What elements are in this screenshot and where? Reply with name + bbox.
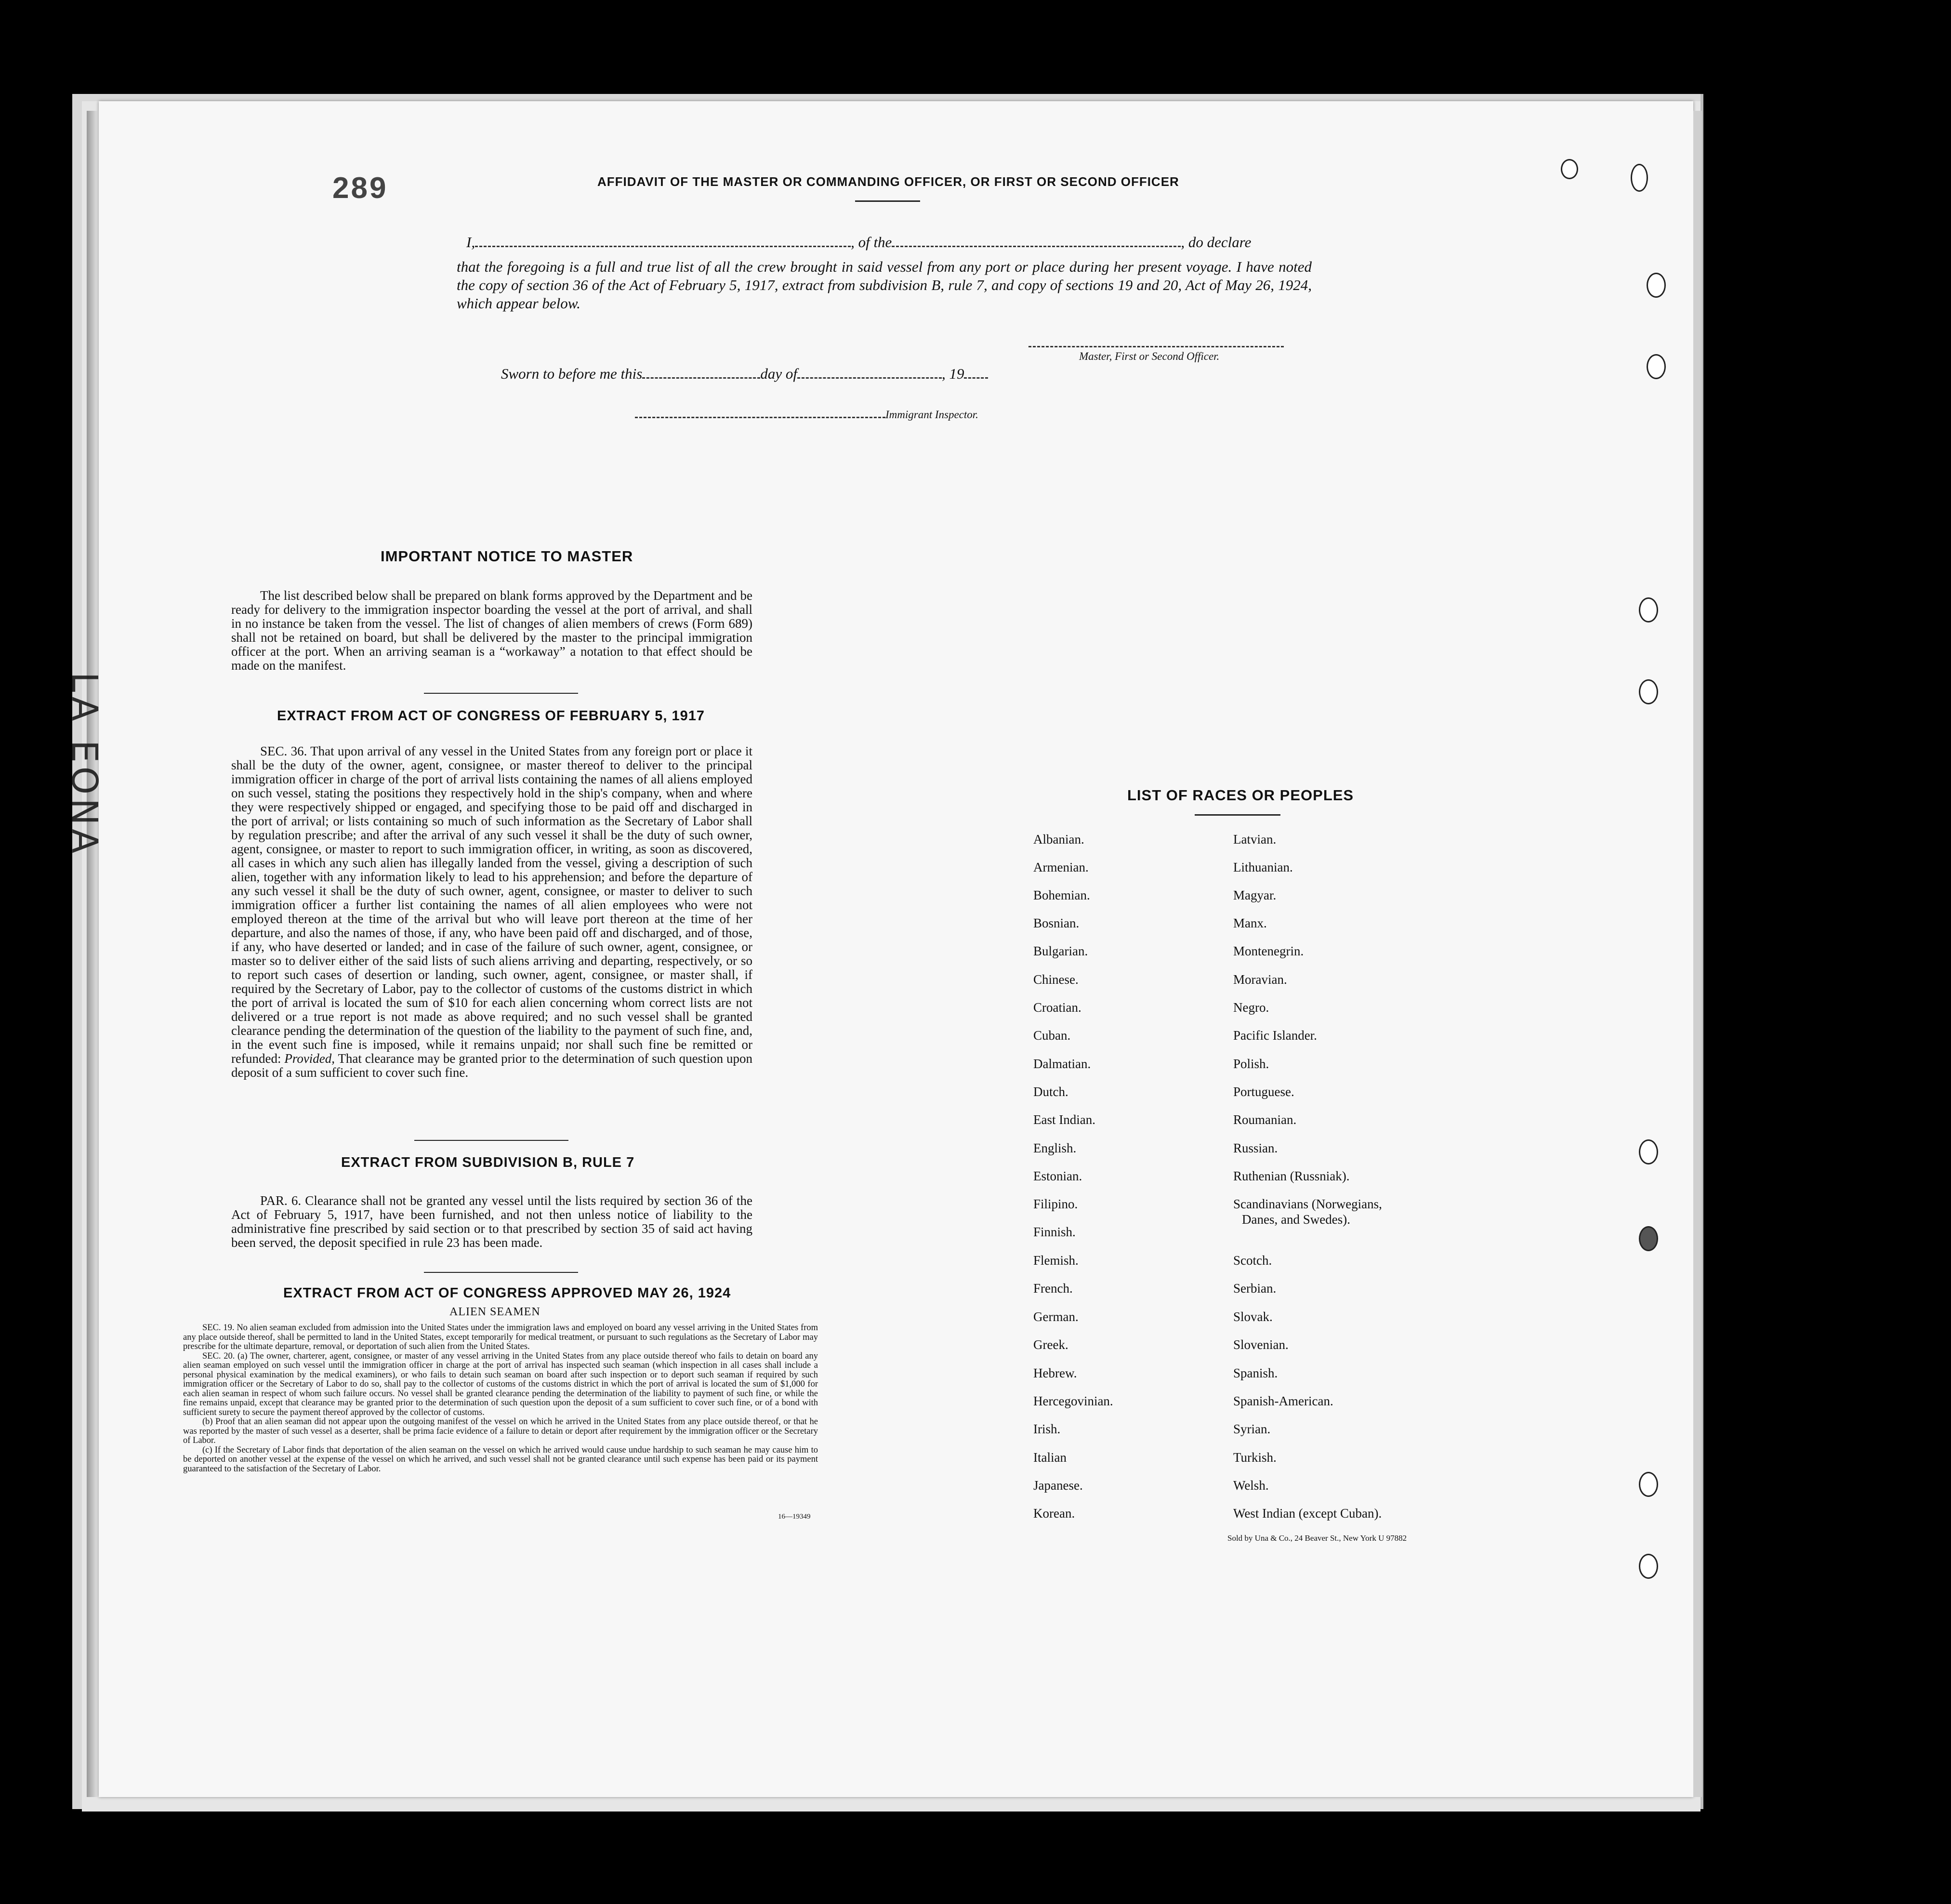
section-19: SEC. 19. No alien seaman excluded from admission into the United States under the immigration laws and employed on board any vessel arriving in the United States from any place outside thereof, shall be permitted to land in the United States, except temporarily for medical treatment, or pursuant to such regulations as the Secretary of Labor may prescribe for the ultimate departure, removal, or deportation of such alien from the United States. <box>183 1323 818 1351</box>
printer-imprint: Sold by Una & Co., 24 Beaver St., New York U 97882 <box>1227 1534 1407 1543</box>
section-20-c: (c) If the Secretary of Labor finds that deportation of the alien seaman on the vessel on which he arrived would cause undue hardship to such seaman he may cause him to be deported on another vessel at the expense of the vessel on which he arrived, and such vessel shall not be granted clearance until such expense has been paid or its payment guaranteed to the satisfaction of the Secretary of Labor. <box>183 1445 818 1474</box>
paragraph-6: PAR. 6. Clearance shall not be granted any vessel until the lists required by section 36 of the Act of February 5, 1917, have been furnished, and not then unless notice of liability to the administrative fine prescribed by said section or to that prescribed by section 35 of said act having been served, the deposit specified in rule 23 has been made. <box>231 1193 752 1250</box>
master-signature-line[interactable] <box>1028 346 1284 347</box>
binder-hole <box>1647 273 1666 298</box>
race-item: Greek. <box>1033 1337 1068 1352</box>
race-item: Pacific Islander. <box>1233 1028 1317 1043</box>
stamped-serial-number: 289 <box>332 172 388 205</box>
page-right-edge <box>1693 111 1702 1797</box>
race-item: West Indian (except Cuban). <box>1233 1506 1382 1521</box>
race-item: Slovenian. <box>1233 1337 1289 1352</box>
binder-hole <box>1639 1139 1658 1164</box>
race-item: Lithuanian. <box>1233 860 1293 874</box>
race-item: Scandinavians (Norwegians, <box>1233 1197 1382 1211</box>
extract-1917-body <box>231 744 752 1080</box>
declaration-do-declare: , do declare <box>1181 234 1252 251</box>
race-item: Spanish. <box>1233 1366 1278 1380</box>
provided-word: Provided, <box>284 1051 335 1066</box>
margin-handwriting: LA EONA <box>64 672 105 858</box>
race-item: Dutch. <box>1033 1084 1068 1099</box>
binder-hole <box>1639 1472 1658 1497</box>
extract-1924-body <box>183 1323 818 1474</box>
binder-hole <box>1639 1554 1658 1579</box>
declaration-i: I, <box>466 234 475 251</box>
section-divider <box>424 1272 578 1273</box>
binder-hole <box>1639 1226 1658 1251</box>
section-20-a: SEC. 20. (a) The owner, charterer, agent, consignee, or master of any vessel arriving in the United States from any place outside thereof who fails to detain on board any alien seaman employed on such vessel until the immigration officer in charge at the port of arrival has inspected such seaman (which inspection in all cases shall include a personal physical examination by the medical examiners), or who fails to detain such seaman on board after such inspection or to deport such seaman if required by such immigration officer or the Secretary of Labor to do so, shall pay to the collector of customs of the customs district in which the port of arrival is located the sum of $1,000 for each alien seaman in respect of whom such failure occurs. No vessel shall be granted clearance pending the determination of the liability to payment of such fine, or while the fine remains unpaid, except that clearance may be granted prior to the determination of such question upon the deposit of a sum sufficient to cover such fine, or of a bond with sufficient surety to secure the payment thereof approved by the collector of customs. <box>183 1351 818 1417</box>
notice-paragraph: The list described below shall be prepared on blank forms approved by the Department and be ready for delivery to the immigration inspector boarding the vessel at the port of arrival, and shall in no instance be taken from the vessel. The list of changes of alien members of crews (Form 689) shall not be retained on board, but shall be delivered by the master to the principal immigration officer at the port. When an arriving seaman is a “workaway” a notation to that effect should be made on the manifest. <box>231 588 752 673</box>
extract-rule-7-title: EXTRACT FROM SUBDIVISION B, RULE 7 <box>341 1155 635 1170</box>
notice-title: IMPORTANT NOTICE TO MASTER <box>381 548 633 565</box>
race-item: Syrian. <box>1233 1422 1271 1436</box>
race-item: Magyar. <box>1233 888 1277 902</box>
race-item: Spanish-American. <box>1233 1394 1333 1408</box>
section-20-b: (b) Proof that an alien seaman did not appear upon the outgoing manifest of the vessel on which he arrived in the United States from any place outside thereof, or that he was reported by the master of such vessel as a deserter, shall be prima facie evidence of a failure to detain or deport after requirement by the immigration officer or the Secretary of Labor. <box>183 1417 818 1445</box>
race-item: Chinese. <box>1033 972 1079 987</box>
race-item: Polish. <box>1233 1057 1269 1071</box>
section-36-closing: That clearance may be granted prior to the determination of such question upon deposit of a sum sufficient to cover such fine. <box>231 1051 753 1080</box>
race-item: Irish. <box>1033 1422 1061 1436</box>
sworn-text: Sworn to before me this <box>501 365 643 382</box>
binder-hole <box>1639 679 1658 704</box>
race-item: Negro. <box>1233 1000 1269 1015</box>
sworn-day-blank[interactable] <box>642 373 760 379</box>
race-item: Latvian. <box>1233 832 1277 846</box>
race-item: East Indian. <box>1033 1112 1095 1127</box>
affidavit-title-rule <box>855 200 920 202</box>
race-item: Manx. <box>1233 916 1267 930</box>
race-item: Slovak. <box>1233 1309 1273 1324</box>
race-item: Estonian. <box>1033 1169 1082 1183</box>
binder-hole <box>1639 597 1658 622</box>
race-item: Bulgarian. <box>1033 944 1088 958</box>
section-36-paragraph <box>231 744 752 1080</box>
vessel-blank[interactable] <box>892 242 1181 247</box>
sworn-year-prefix: , 19 <box>941 365 964 382</box>
race-item: Armenian. <box>1033 860 1089 874</box>
form-number: 16—19349 <box>778 1513 811 1521</box>
declaration-line <box>466 234 1251 251</box>
extract-1917-title: EXTRACT FROM ACT OF CONGRESS OF FEBRUARY 5, 1917 <box>277 708 705 724</box>
race-item: Russian. <box>1233 1141 1278 1155</box>
races-title: LIST OF RACES OR PEOPLES <box>1127 787 1354 804</box>
race-item: Hercegovinian. <box>1033 1394 1113 1408</box>
sworn-year-blank[interactable] <box>964 373 988 379</box>
race-item: Croatian. <box>1033 1000 1081 1015</box>
race-item: Montenegrin. <box>1233 944 1304 958</box>
master-signature-caption: Master, First or Second Officer. <box>1079 350 1220 362</box>
alien-seamen-subtitle: ALIEN SEAMEN <box>449 1306 540 1318</box>
race-item: Cuban. <box>1033 1028 1071 1043</box>
race-item: French. <box>1033 1281 1073 1296</box>
race-item: Bosnian. <box>1033 916 1080 930</box>
race-item: Hebrew. <box>1033 1366 1077 1380</box>
race-item: Japanese. <box>1033 1478 1083 1493</box>
race-item: Turkish. <box>1233 1450 1277 1465</box>
race-item: Scotch. <box>1233 1253 1272 1268</box>
race-item: Korean. <box>1033 1506 1075 1521</box>
race-item: Moravian. <box>1233 972 1287 987</box>
race-item: Portuguese. <box>1233 1084 1294 1099</box>
race-item: Welsh. <box>1233 1478 1269 1493</box>
sworn-day-of: day of <box>760 365 797 382</box>
race-item: German. <box>1033 1309 1079 1324</box>
extract-1924-title: EXTRACT FROM ACT OF CONGRESS APPROVED MAY 26, 1924 <box>283 1285 731 1301</box>
binder-hole <box>1647 354 1666 379</box>
section-divider <box>414 1140 568 1141</box>
section-divider <box>424 693 578 694</box>
binder-hole <box>1561 159 1578 179</box>
races-title-rule <box>1195 814 1280 816</box>
binder-hole <box>1631 164 1648 192</box>
race-item: Filipino. <box>1033 1197 1078 1211</box>
declaration-body: that the foregoing is a full and true list of all the crew brought in said vessel from any port or place during her present voyage. I have noted the copy of section 36 of the Act of February 5, 1917, extract from subdivision B, rule 7, and copy of sections 19 and 20, Act of May 26, 1924, which appear below. <box>457 258 1312 312</box>
race-item: Bohemian. <box>1033 888 1090 902</box>
sworn-month-blank[interactable] <box>797 373 942 379</box>
name-blank[interactable] <box>475 242 851 247</box>
declaration-of-the: , of the <box>851 234 892 251</box>
affidavit-title: AFFIDAVIT OF THE MASTER OR COMMANDING OFFICER, OR FIRST OR SECOND OFFICER <box>597 174 1179 189</box>
race-item: Roumanian. <box>1233 1112 1297 1127</box>
race-item: Serbian. <box>1233 1281 1277 1296</box>
race-item: Dalmatian. <box>1033 1057 1091 1071</box>
race-item: English. <box>1033 1141 1077 1155</box>
inspector-signature-line[interactable] <box>635 417 885 418</box>
race-item: Albanian. <box>1033 832 1084 846</box>
race-item: Finnish. <box>1033 1225 1076 1239</box>
inspector-caption: Immigrant Inspector. <box>885 409 978 421</box>
sworn-line <box>501 365 988 383</box>
race-item: Ruthenian (Russniak). <box>1233 1169 1350 1183</box>
section-36-text: SEC. 36. That upon arrival of any vessel in the United States from any foreign port or place it shall be the duty of the owner, agent, consignee, or master thereof to deliver to the principal immigration officer in charge of the port of arrival lists containing the names of all aliens employed on such vessel, stating the positions they respectively hold in the ship's company, when and where they were respectively shipped or engaged, and specifying those to be paid off and discharged in the port of arrival; or lists containing so much of such information as the Secretary of Labor shall by regulation prescribe; and after the arrival of any such vessel it shall be the duty of such owner, agent, consignee, or master to report to such immigration officer, in writing, as soon as discovered, all cases in which any such alien has illegally landed from the vessel, giving a description of such alien, together with any information likely to lead to his apprehension; and before the departure of any such vessel it shall be the duty of such owner, agent, consignee, or master to deliver to such immigration officer a further list containing the names of all alien employees who were not employed thereon at the time of the arrival but who will leave port thereon at the time of her departure, and also the names of those, if any, who have been paid off and discharged, and of those, if any, who have deserted or landed; and in case of the failure of such owner, agent, consignee, or master so to deliver either of the said lists of such aliens arriving and departing, respectively, or so to report such cases of desertion or landing, such owner, agent, consignee, or master shall, if required by the Secretary of Labor, pay to the collector of customs of the customs district in which the port of arrival is located the sum of $10 for each alien concerning whom correct lists are not delivered or a true report is not made as above required; and no such vessel shall be granted clearance pending the determination of the question of the liability to the payment of such fine, and, in the event such fine is imposed, while it remains unpaid; nor shall such fine be remitted or refunded: <box>231 744 752 1066</box>
notice-body <box>231 589 752 673</box>
race-item: Flemish. <box>1033 1253 1079 1268</box>
race-item: Danes, and Swedes). <box>1242 1212 1350 1227</box>
race-item: Italian <box>1033 1450 1067 1465</box>
extract-rule-7-body <box>231 1194 752 1250</box>
